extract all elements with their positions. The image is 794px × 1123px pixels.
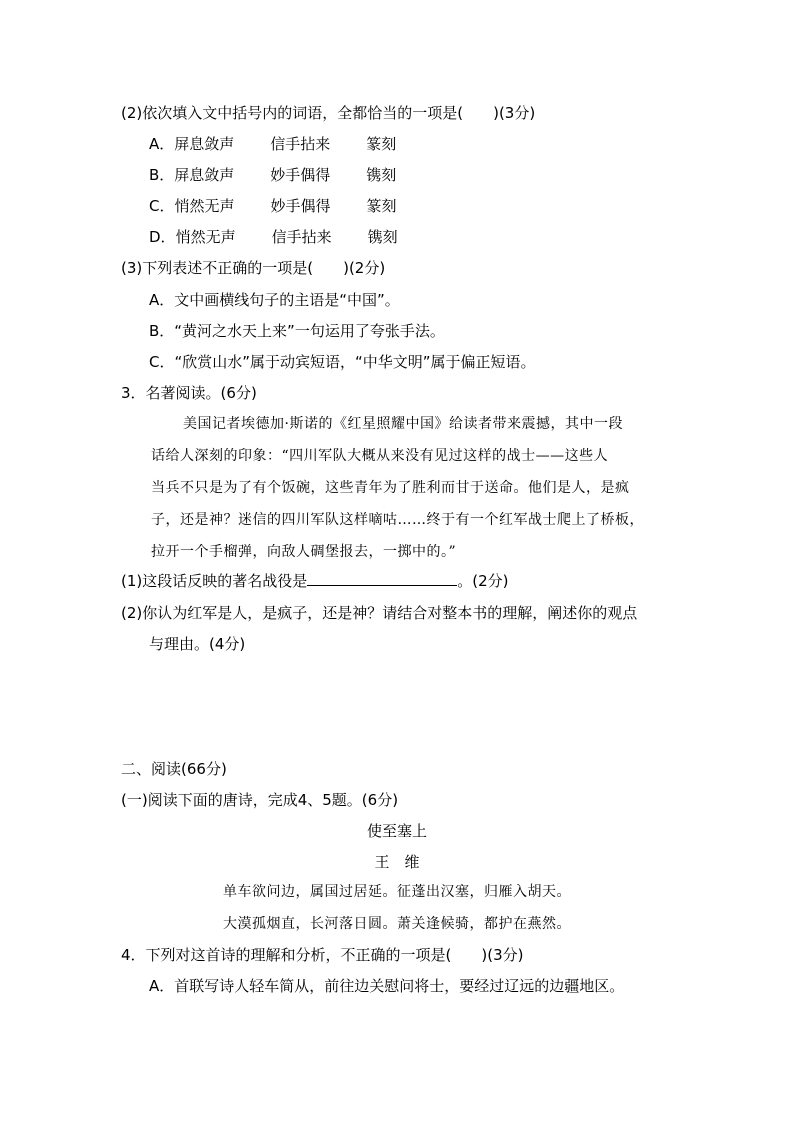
q3-option-b: B．“黄河之水天上来”一句运用了夸张手法。 <box>149 322 445 340</box>
section3-sub1 <box>121 571 509 591</box>
passage-line: 拉开一个手榴弹，向敌人碉堡报去，一掷中的。” <box>151 544 457 560</box>
section3-sub2-line1: (2)你认为红军是人，是疯子，还是神？请结合对整本书的理解，阐述你的观点 <box>121 604 638 622</box>
option-word-2: 妙手偶得 <box>270 197 331 215</box>
sub1-score: 。(2分) <box>457 572 509 590</box>
option-word-1: 悄然无声 <box>174 197 235 215</box>
passage-line: 当兵不只是为了有个饭碗，这些青年为了胜利而甘于送命。他们是人，是疯 <box>151 480 630 496</box>
passage-line: 美国记者埃德加·斯诺的《红星照耀中国》给读者带来震撼，其中一段 <box>183 416 623 432</box>
passage-line: 子，还是神？迷信的四川军队这样嘀咕……终于有一个红军战士爬上了桥板， <box>151 512 644 528</box>
option-word-1: 屏息敛声 <box>174 135 235 153</box>
q4-stem: 4．下列对这首诗的理解和分析，不正确的一项是( )(3分) <box>121 946 524 964</box>
section3-sub2-line2: 与理由。(4分) <box>149 635 246 653</box>
q3-option-a: A．文中画横线句子的主语是“中国”。 <box>149 291 400 309</box>
section3-title: 3．名著阅读。(6分) <box>121 384 257 402</box>
q2-option-b <box>149 165 396 185</box>
option-word-2: 信手拈来 <box>271 228 332 246</box>
option-word-3: 篆刻 <box>366 197 397 215</box>
option-word-2: 信手拈来 <box>270 135 331 153</box>
option-word-3: 镌刻 <box>367 228 398 246</box>
q3-stem: (3)下列表述不正确的一项是( )(2分) <box>121 259 386 277</box>
option-word-1: 悄然无声 <box>175 228 236 246</box>
q2-option-a <box>149 134 396 154</box>
sub1-text: (1)这段话反映的著名战役是 <box>121 572 308 590</box>
poem-author: 王 维 <box>374 853 420 871</box>
option-word-1: 屏息敛声 <box>174 166 235 184</box>
passage-line: 话给人深刻的印象：“四川军队大概从来没有见过这样的战士——这些人 <box>151 448 609 464</box>
option-letter: D． <box>149 228 176 246</box>
answer-blank[interactable] <box>307 571 457 586</box>
part2-heading: 二、阅读(66分) <box>121 760 227 778</box>
q4-option-a: A．首联写诗人轻车简从，前往边关慰问将士，要经过辽远的边疆地区。 <box>149 977 625 995</box>
q2-stem: (2)依次填入文中括号内的词语，全都恰当的一项是( )(3分) <box>121 104 536 122</box>
option-word-2: 妙手偶得 <box>270 166 331 184</box>
option-word-3: 篆刻 <box>366 135 397 153</box>
option-word-3: 镌刻 <box>366 166 397 184</box>
poem-line: 单车欲问边，属国过居延。征蓬出汉塞，归雁入胡天。 <box>223 884 571 900</box>
poem-line: 大漠孤烟直，长河落日圆。萧关逢候骑，都护在燕然。 <box>223 916 571 932</box>
part2-subheading: (一)阅读下面的唐诗，完成4、5题。(6分) <box>121 791 399 809</box>
q2-option-c <box>149 196 397 216</box>
option-letter: A． <box>149 135 175 153</box>
option-letter: C． <box>149 197 175 215</box>
option-letter: B． <box>149 166 175 184</box>
q3-option-c: C．“欣赏山水”属于动宾短语，“中华文明”属于偏正短语。 <box>149 353 536 371</box>
q2-option-d <box>149 227 398 247</box>
poem-title: 使至塞上 <box>366 822 427 840</box>
